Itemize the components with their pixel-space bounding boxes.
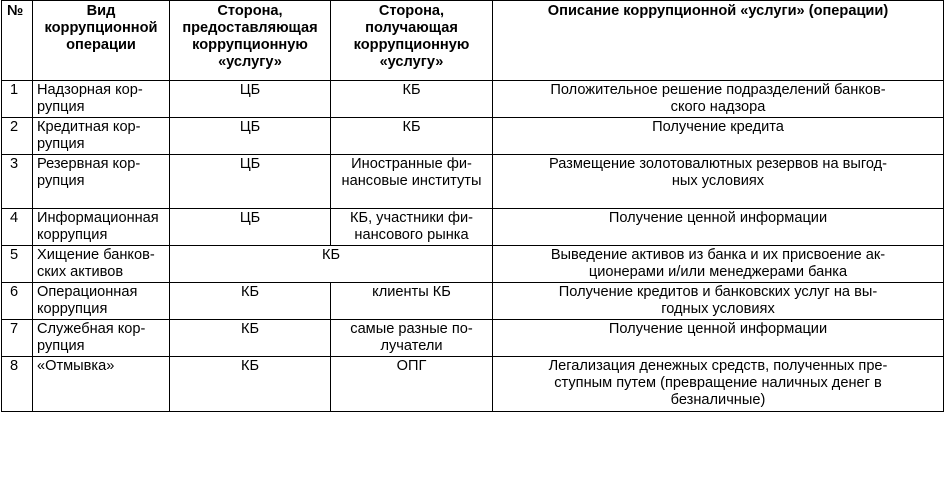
receiver-cell: КБ	[331, 81, 493, 118]
header-description: Описание коррупционной «услуги» (операции)	[493, 1, 944, 81]
row-number: 1	[2, 81, 33, 118]
operation-type-cell: Информационная коррупция	[33, 209, 170, 246]
table-row	[2, 155, 944, 209]
corruption-operations-table	[1, 0, 944, 412]
description-cell: Легализация денежных средств, полученных пре- ступным путем (превращение наличных денег в безналичные)	[493, 357, 944, 412]
operation-type-cell: Надзорная кор- рупция	[33, 81, 170, 118]
row-number: 4	[2, 209, 33, 246]
receiver-cell: самые разные по- лучатели	[331, 320, 493, 357]
table-row	[2, 357, 944, 412]
description-cell: Получение кредитов и банковских услуг на вы- годных условиях	[493, 283, 944, 320]
description-cell: Получение кредита	[493, 118, 944, 155]
row-number: 7	[2, 320, 33, 357]
provider-cell: КБ	[170, 320, 331, 357]
provider-cell: ЦБ	[170, 118, 331, 155]
receiver-cell: КБ	[331, 118, 493, 155]
header-receiver: Сторона, получающая коррупционную «услугу»	[331, 1, 493, 81]
description-cell: Положительное решение подразделений банков- ского надзора	[493, 81, 944, 118]
table-row	[2, 320, 944, 357]
description-cell: Размещение золотовалютных резервов на выгод- ных условиях	[493, 155, 944, 209]
receiver-cell: ОПГ	[331, 357, 493, 412]
provider-cell: ЦБ	[170, 209, 331, 246]
provider-cell: КБ	[170, 357, 331, 412]
description-cell: Выведение активов из банка и их присвоение ак- ционерами и/или менеджерами банка	[493, 246, 944, 283]
description-cell: Получение ценной информации	[493, 209, 944, 246]
receiver-cell: клиенты КБ	[331, 283, 493, 320]
receiver-cell: Иностранные фи- нансовые институты	[331, 155, 493, 209]
table-row	[2, 283, 944, 320]
operation-type-cell: Резервная кор- рупция	[33, 155, 170, 209]
provider-cell: ЦБ	[170, 155, 331, 209]
row-number: 8	[2, 357, 33, 412]
provider-cell: КБ	[170, 283, 331, 320]
row-number: 3	[2, 155, 33, 209]
table-row	[2, 81, 944, 118]
row-number: 2	[2, 118, 33, 155]
operation-type-cell: Служебная кор- рупция	[33, 320, 170, 357]
header-number: №	[2, 1, 33, 81]
table-row	[2, 246, 944, 283]
receiver-cell: КБ, участники фи- нансового рынка	[331, 209, 493, 246]
operation-type-cell: Кредитная кор- рупция	[33, 118, 170, 155]
row-number: 5	[2, 246, 33, 283]
header-operation-type: Вид коррупционной операции	[33, 1, 170, 81]
table-row	[2, 209, 944, 246]
table-row	[2, 118, 944, 155]
provider-cell: ЦБ	[170, 81, 331, 118]
header-row	[2, 1, 944, 81]
header-provider: Сторона, предоставляющая коррупционную «услугу»	[170, 1, 331, 81]
operation-type-cell: Операционная коррупция	[33, 283, 170, 320]
provider-receiver-cell: КБ	[170, 246, 493, 283]
operation-type-cell: «Отмывка»	[33, 357, 170, 412]
operation-type-cell: Хищение банков- ских активов	[33, 246, 170, 283]
description-cell: Получение ценной информации	[493, 320, 944, 357]
row-number: 6	[2, 283, 33, 320]
